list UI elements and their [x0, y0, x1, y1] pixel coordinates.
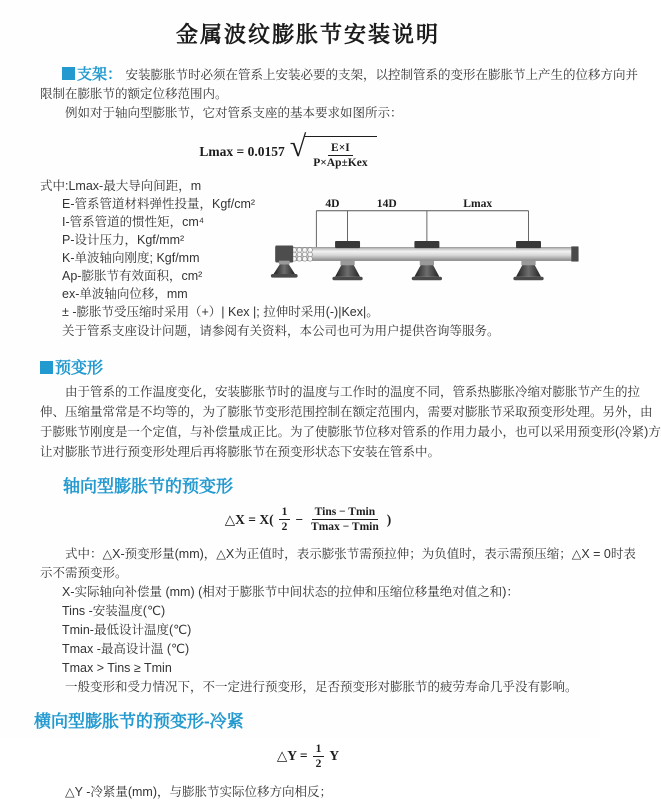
lateral-formula-lhs: △Y =: [276, 748, 308, 764]
support-section-heading: [62, 66, 122, 83]
temperature-fraction: $\frac{\text{Tins − Tmin}}{Tmax - Tmin}$: [311, 505, 379, 534]
symbol-definitions: [40, 177, 270, 303]
support-section-label: 支架：: [77, 66, 123, 83]
predeform-paragraph-line: 由于管系的工作温度变化，安装膨胀节时的温度与工作时的温度不同，管系热膨胀冷缩对膨胀节产生的拉: [65, 384, 641, 399]
section-marker-icon: [40, 361, 53, 374]
support-intro-line2: 限制在膨胀节的额定位移范围内。: [40, 87, 228, 101]
definition-line: 式中:Lmax-最大导向间距，m: [40, 178, 202, 193]
lmax-fraction: [310, 141, 370, 171]
definition-line: ex-单波轴向位移，mm: [62, 286, 188, 301]
lmax-fraction-denominator: P×Ap±Kex: [313, 157, 368, 170]
axial-note-line: Tmin-最低设计温度(℃): [62, 622, 192, 637]
pipe-support-diagram: [270, 193, 582, 295]
axial-formula: [40, 505, 576, 535]
lmax-fraction-numerator: E×I: [328, 141, 353, 156]
support-intro-line1: [40, 65, 639, 85]
axial-subsection-heading: 轴向型膨胀节的预变形: [63, 476, 233, 496]
service-note: 关于管系支座设计问题，请参阅有关资料，本公司也可为用户提供咨询等服务。: [62, 323, 500, 338]
definitions-and-diagram-row: [40, 177, 576, 303]
predeform-section-label: 预变形: [55, 359, 104, 377]
definition-line: I-管系管道的惯性矩，cm⁴: [62, 214, 205, 229]
lmax-formula-lhs: Lmax = 0.0157: [199, 143, 285, 159]
support-example-line: 例如对于轴向型膨胀节，它对管系支座的基本要求如图所示：: [65, 106, 403, 120]
radical-sign-icon: √: [289, 130, 307, 163]
definition-line: E-管系管道材料弹性投量，Kgf/cm²: [62, 196, 256, 211]
lateral-formula-rhs: Y: [329, 748, 340, 764]
predeform-section-heading: [40, 355, 576, 378]
axial-note-line: Tmax -最高设计温 (℃): [62, 641, 190, 656]
axial-note-line: X-实际轴向补偿量 (mm) (相对于膨胀节中间状态的拉伸和压缩位移量绝对值之和)：: [62, 584, 519, 599]
one-half-fraction: $\frac{1}{2}$: [313, 742, 325, 772]
square-root: [289, 130, 377, 171]
lateral-formula: [40, 742, 576, 772]
axial-formula-lhs: △X = X(: [224, 511, 274, 527]
radicand: [304, 136, 376, 171]
lateral-note-line: △Y -冷紧量(mm)，与膨胀节实际位移方向相反；: [65, 785, 333, 800]
predeform-paragraph-line: 于膨账节刚度是一个定值，与补偿量成正比。为了使膨胀节位移对管系的作用力最小，也可以采用预变形(冷紧)方: [40, 424, 661, 439]
predeform-paragraph-line: 伸、压缩量常常是不均等的，为了膨胀节变形范围控制在额定范围内，需要对膨胀节采取预变形处理。另外，由: [40, 404, 653, 419]
axial-note-line: 一般变形和受力情况下，不一定进行预变形，足否预变形对膨胀节的疲劳寿命几乎没有影响。: [65, 679, 578, 694]
diagram-label-4d: 4D: [325, 196, 340, 210]
definition-line: Ap-膨胀节有效面积，cm²: [62, 268, 203, 283]
pipe: [275, 247, 578, 260]
minus-sign: −: [295, 511, 304, 527]
definition-line: K-单波轴向刚度; Kgf/mm: [62, 250, 200, 265]
one-half-fraction: $\frac{1}{2}$: [279, 505, 291, 535]
pipe-end-cap: [571, 246, 578, 261]
axial-note-line: Tins -安装温度(℃): [62, 603, 166, 618]
section-marker-icon: [62, 67, 75, 80]
axial-formula-rhs: ): [386, 511, 392, 527]
axial-note-line: 示不需预变形。: [40, 565, 128, 580]
support-intro-text: 安装膨胀节时必须在管系上安装必要的支架，以控制管系的变形在膨胀节上产生的位移方向并: [125, 68, 639, 82]
pipe-support-diagram-svg: [270, 193, 582, 290]
predeform-paragraph-line: 让对膨胀节进行预变形处理后再将膨胀节在预变形状态下安装在管系中。: [40, 444, 441, 459]
page-title: 金属波纹膨胀节安装说明: [175, 22, 440, 47]
definition-line: P-设计压力，Kgf/mm²: [62, 232, 185, 247]
lmax-formula: [40, 130, 536, 171]
axial-note-line: 式中：△X-预变形量(mm)，△X为正值时，表示膨张节需预拉伸；为负值时，表示需预压缩；△X = 0时表: [65, 546, 636, 561]
diagram-label-14d: 14D: [376, 196, 397, 210]
axial-note-line: Tmax > Tins ≥ Tmin: [62, 660, 172, 675]
lateral-subsection-heading: 横向型膨胀节的预变形-冷紧: [34, 711, 244, 731]
plus-minus-note: ± -膨胀节受压缩时采用（+）| Kex |; 拉伸时采用(-)|Kex|。: [62, 304, 379, 319]
diagram-label-lmax: Lmax: [463, 196, 493, 210]
